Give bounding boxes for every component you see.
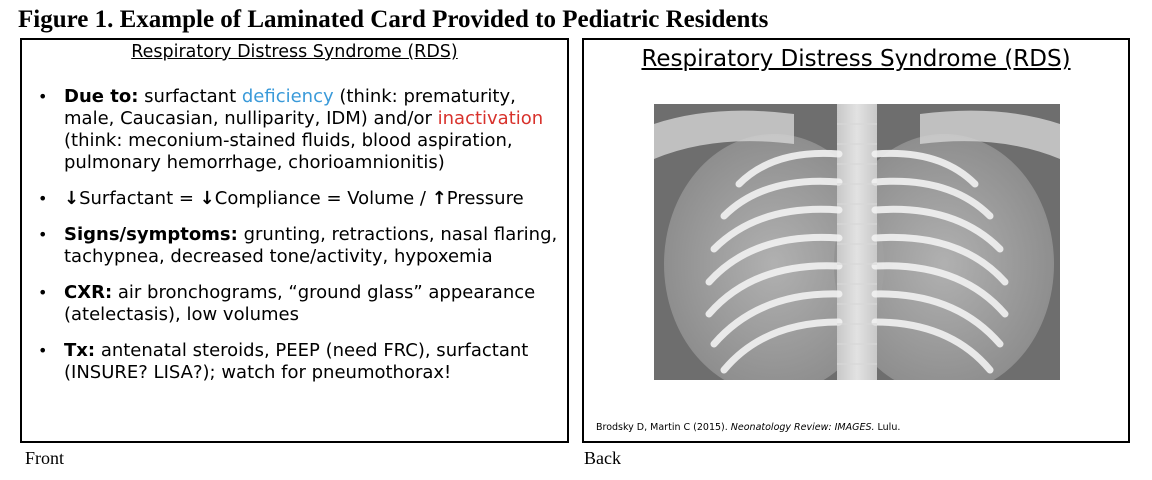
chest-xray-illustration (654, 104, 1060, 380)
inactivation-term: inactivation (437, 108, 544, 129)
front-card-title: Respiratory Distress Syndrome (RDS) (131, 42, 458, 62)
bullet-label: Due to: (64, 86, 139, 107)
bullet-text: surfactant (138, 86, 242, 107)
bullet-icon: • (38, 225, 48, 244)
chest-xray-image (654, 104, 1060, 380)
bullet-signs-symptoms (28, 224, 568, 268)
figure-title: Figure 1. Example of Laminated Card Provided to Pediatric Residents (18, 6, 769, 33)
bullet-label: CXR: (64, 282, 113, 303)
bullet-equation (28, 188, 568, 210)
bullet-icon: • (38, 189, 48, 208)
caption-back: Back (584, 448, 621, 468)
bullet-text: (think: meconium-stained fluids, blood aspiration, pulmonary hemorrhage, chorioamnionitis) (64, 130, 513, 173)
bullet-text: Surfactant = (79, 188, 200, 209)
card-back (582, 38, 1130, 443)
deficiency-term: deficiency (241, 86, 334, 107)
bullet-label: Tx: (64, 340, 96, 361)
bullet-cxr (28, 282, 568, 326)
arrow-down-icon: ↓ (199, 188, 215, 209)
bullet-icon: • (38, 283, 48, 302)
bullet-label: Signs/symptoms: (64, 224, 238, 245)
bullet-text: Compliance = Volume / (214, 188, 432, 209)
bullet-text: antenatal steroids, PEEP (need FRC), surfactant (INSURE? LISA?); watch for pneumothorax! (64, 340, 529, 383)
bullet-treatment (28, 340, 568, 384)
citation-publisher: Lulu. (874, 422, 901, 433)
front-bullet-list (28, 86, 568, 398)
card-front (20, 38, 569, 443)
bullet-text: grunting, retractions, nasal flaring, tachypnea, decreased tone/activity, hypoxemia (64, 224, 558, 267)
caption-front: Front (25, 448, 65, 468)
back-card-title: Respiratory Distress Syndrome (RDS) (641, 46, 1071, 72)
bullet-icon: • (38, 87, 48, 106)
bullet-text: Pressure (446, 188, 524, 209)
bullet-icon: • (38, 341, 48, 360)
bullet-text: (think: prematurity, male, Caucasian, nulliparity, IDM) and/or (64, 86, 516, 129)
arrow-down-icon: ↓ (64, 188, 80, 209)
citation-book-title: Neonatology Review: IMAGES. (730, 422, 875, 433)
image-citation (596, 422, 900, 433)
bullet-text: air bronchograms, “ground glass” appearance (atelectasis), low volumes (64, 282, 536, 325)
arrow-up-icon: ↑ (431, 188, 447, 209)
bullet-due-to (28, 86, 568, 174)
citation-authors: Brodsky D, Martin C (2015). (596, 422, 731, 433)
